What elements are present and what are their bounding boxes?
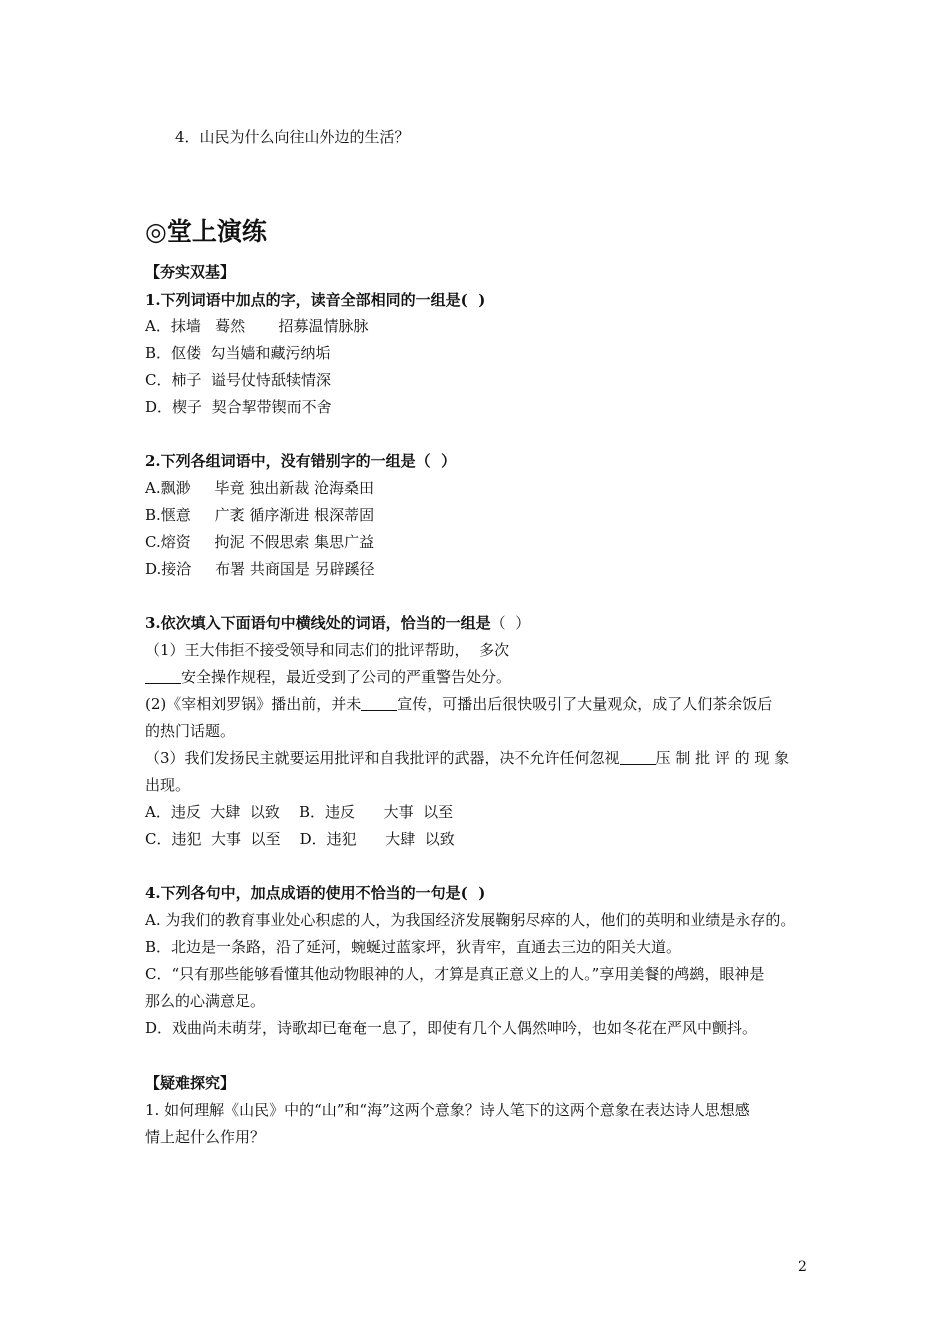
q3-sentence2-post: 宣传，可播出后很快吸引了大量观众，成了人们茶余饭后 (397, 695, 773, 713)
answer-blank[interactable] (361, 695, 397, 711)
part1-heading: 【夯实双基】 (145, 263, 236, 281)
q3-stem-line (145, 613, 530, 633)
q1-option-d: D．楔子 契合挈带锲而不舍 (145, 398, 332, 416)
part2-heading: 【疑难探究】 (145, 1074, 236, 1092)
q1-option-c: C．柿子 谥号仗恃舐犊情深 (145, 371, 332, 389)
q3-sentence2-pre: (2)《宰相刘罗锅》播出前，并未 (145, 695, 362, 713)
q3-sentence1-line2: 安全操作规程，最近受到了公司的严重警告处分。 (181, 668, 512, 686)
q2-option-b: B.惬意 广袤 循序渐进 根深蒂固 (145, 506, 375, 524)
q3-sentence3-line1-wrap (145, 748, 789, 768)
q2-option-d: D.接洽 布署 共商国是 另辟蹊径 (145, 560, 375, 578)
q3-options-ab: A．违反 大肆 以致 B．违反 大事 以至 (145, 803, 454, 821)
q4-option-c-line1: C．“只有那些能够看懂其他动物眼神的人，才算是真正意义上的人。”享用美餐的鸬鹚，眼神是 (145, 965, 765, 983)
q1-stem: 1.下列词语中加点的字，读音全部相同的一组是( ) (145, 291, 486, 309)
q2-option-a: A.飘渺 毕竟 独出新裁 沧海桑田 (145, 479, 374, 497)
answer-blank[interactable] (620, 749, 656, 765)
q3-options-cd: C．违犯 大事 以至 D．违犯 大肆 以致 (145, 830, 455, 848)
section-title: ◎堂上演练 (145, 217, 267, 246)
question-4-text: 4．山民为什么向往山外边的生活？ (175, 128, 410, 146)
q3-sentence3-post: 压 制 批 评 的 现 象 (655, 749, 790, 767)
q1-option-b: B．伛偻 勾当嫱和藏污纳垢 (145, 344, 331, 362)
q3-stem: 3.依次填入下面语句中横线处的词语，恰当的一组是 (145, 614, 491, 632)
q3-sentence2-line1-wrap (145, 694, 772, 714)
q1-option-a: A．抹墙 蓦然 招募温情脉脉 (145, 317, 369, 335)
q3-sentence1-line1: （1）王大伟拒不接受领导和同志们的批评帮助， 多次 (145, 641, 510, 659)
q4-option-c-line2: 那么的心满意足。 (145, 992, 266, 1010)
q3-sentence2-line2: 的热门话题。 (145, 722, 236, 740)
explore-question-line2: 情上起什么作用？ (145, 1128, 266, 1146)
page-number: 2 (798, 1259, 807, 1275)
q2-option-c: C.熔资 拘泥 不假思索 集思广益 (145, 533, 375, 551)
answer-blank[interactable] (145, 668, 181, 684)
q4-option-d: D．戏曲尚未萌芽，诗歌却已奄奄一息了，即使有几个人偶然呻吟，也如冬花在严风中颤抖。 (145, 1019, 758, 1037)
q3-sentence3-line2: 出现。 (145, 776, 191, 794)
q3-stem-paren: （ ） (490, 614, 531, 632)
q3-sentence3-pre: （3）我们发扬民主就要运用批评和自我批评的武器，决不允许任何忽视 (145, 749, 620, 767)
q2-stem: 2.下列各组词语中，没有错别字的一组是（ ） (145, 452, 457, 470)
q4-stem: 4.下列各句中，加点成语的使用不恰当的一句是( ) (145, 884, 486, 902)
q4-option-b: B．北边是一条路，沿了延河，蜿蜒过蓝家坪，狄青牢，直通去三边的阳关大道。 (145, 938, 682, 956)
q3-sentence1-line2-wrap (145, 667, 511, 687)
explore-question-line1: 1. 如何理解《山民》中的“山”和“海”这两个意象？诗人笔下的这两个意象在表达诗人思想感 (145, 1101, 750, 1119)
q4-option-a: A. 为我们的教育事业处心积虑的人，为我国经济发展鞠躬尽瘁的人，他们的英明和业绩是永存的。 (145, 911, 796, 929)
